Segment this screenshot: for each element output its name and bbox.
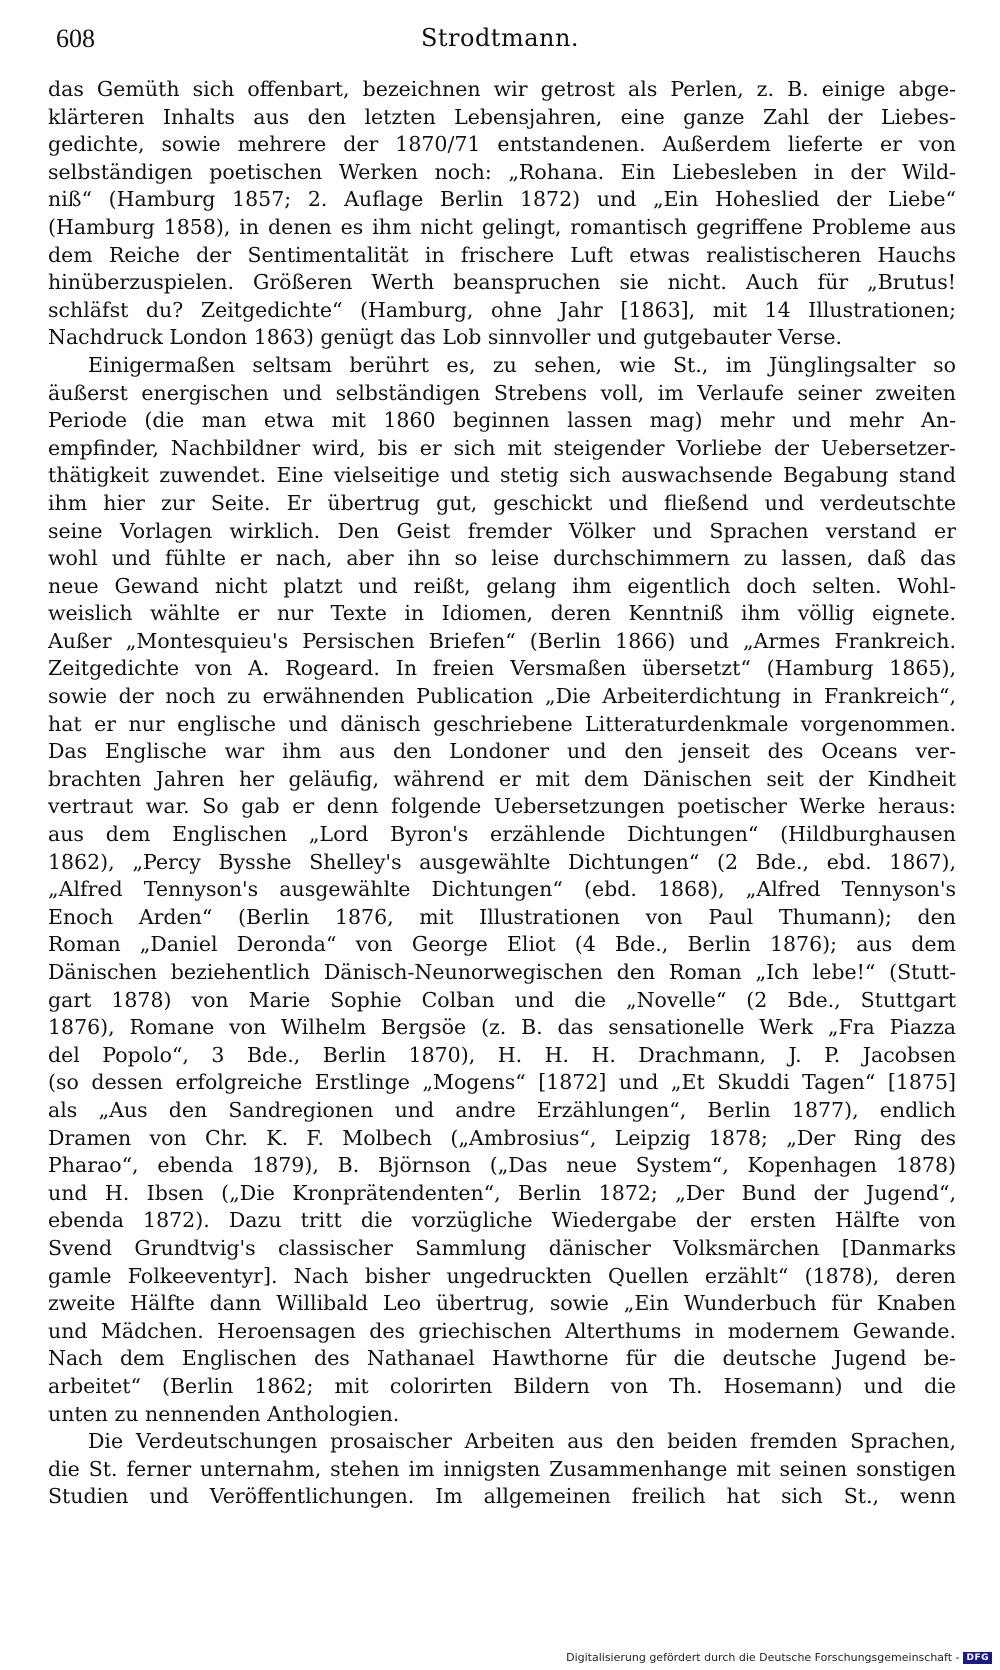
text-line: Dänischen beziehentlich Dänisch-Neunorwegischen den Roman „Ich lebe!“ (Stutt- [48,960,956,984]
text-line: äußerst energischen und selbständigen Strebens voll, im Verlaufe seiner zweiten [48,380,956,405]
text-line: Periode (die man etwa mit 1860 beginnen lassen mag) mehr und mehr An- [48,408,956,433]
text-line: brachten Jahren her geläufig, während er mit dem Dänischen seit der Kindheit [48,766,956,791]
text-line: zweite Hälfte dann Willibald Leo übertrug, sowie „Ein Wunderbuch für Knaben [48,1291,956,1316]
text-line: Dramen von Chr. K. F. Molbech („Ambrosius“, Leipzig 1878; „Der Ring des [48,1125,956,1150]
text-body [48,76,956,1511]
text-line: Die Verdeutschungen prosaischer Arbeiten aus den beiden fremden Sprachen, [88,1429,956,1454]
text-line: Einigermaßen seltsam berührt es, zu sehen, wie St., im Jünglingsalter so [88,352,956,377]
text-line: aus dem Englischen „Lord Byron's erzählende Dichtungen“ (Hildburghausen [48,822,956,847]
dfg-logo: DFG [963,1652,992,1664]
text-line: hinüberzuspielen. Größeren Werth beanspruchen sie nicht. Auch für „Brutus! [48,270,956,295]
text-line: Pharao“, ebenda 1879), B. Björnson („Das neue System“, Kopenhagen 1878) [48,1153,956,1178]
text-line: thätigkeit zuwendet. Eine vielseitige und stetig sich auswachsende Begabung stand [48,463,956,488]
text-line: Außer „Montesquieu's Persischen Briefen“ (Berlin 1866) und „Armes Frankreich. [48,628,956,653]
text-line: dem Reiche der Sentimentalität in frischere Luft etwas realistischeren Hauchs [48,242,956,267]
text-line: die St. ferner unternahm, stehen im innigsten Zusammenhange mit seinen sonstigen [48,1456,956,1481]
text-line: (so dessen erfolgreiche Erstlinge „Mogens“ [1872] und „Et Skuddi Tagen“ [1875] [48,1070,956,1095]
text-line: weislich wählte er nur Texte in Idiomen, deren Kenntniß ihm völlig eignete. [48,601,956,626]
text-line: Nachdruck London 1863) genügt das Lob sinnvoller und gutgebauter Verse. [48,325,843,350]
text-line: empfinder, Nachbildner wird, bis er sich mit steigender Vorliebe der Uebersetzer- [48,435,956,460]
text-line: sowie der noch zu erwähnenden Publication „Die Arbeiterdichtung in Frankreich“, [48,684,956,709]
digitization-footer [566,1651,992,1664]
text-line: Svend Grundtvig's classischer Sammlung dänischer Volksmärchen [Danmarks [48,1235,956,1260]
text-line: seine Vorlagen wirklich. Den Geist fremder Völker und Sprachen verstand er [48,518,956,543]
text-line: gedichte, sowie mehrere der 1870/71 entstandenen. Außerdem lieferte er von [48,132,956,157]
text-line: schläfst du? Zeitgedichte“ (Hamburg, ohne Jahr [1863], mit 14 Illustrationen; [48,297,956,322]
text-line: und H. Ibsen („Die Kronprätendenten“, Berlin 1872; „Der Bund der Jugend“, [48,1180,956,1205]
text-line: 1876), Romane von Wilhelm Bergsöe (z. B. das sensationelle Werk „Fra Piazza [48,1015,956,1040]
text-line: „Alfred Tennyson's ausgewählte Dichtungen“ (ebd. 1868), „Alfred Tennyson's [48,877,956,902]
text-line: 1862), „Percy Bysshe Shelley's ausgewählte Dichtungen“ (2 Bde., ebd. 1867), [48,849,956,874]
text-line: Nach dem Englischen des Nathanael Hawthorne für die deutsche Jugend be- [48,1346,956,1371]
text-line: Das Englische war ihm aus den Londoner und den jenseit des Oceans ver- [48,739,956,764]
text-line: del Popolo“, 3 Bde., Berlin 1870), H. H. H. Drachmann, J. P. Jacobsen [48,1042,956,1067]
text-line: als „Aus den Sandregionen und andre Erzählungen“, Berlin 1877), endlich [48,1097,956,1122]
text-line: selbständigen poetischen Werken noch: „Rohana. Ein Liebesleben in der Wild- [48,159,956,184]
text-line: hat er nur englische und dänisch geschriebene Litteraturdenkmale vorgenommen. [48,711,956,736]
text-line: ebenda 1872). Dazu tritt die vorzügliche Wiedergabe der ersten Hälfte von [48,1208,956,1233]
text-line: das Gemüth sich offenbart, bezeichnen wir getrost als Perlen, z. B. einige abge- [48,77,956,101]
text-line: klärteren Inhalts aus den letzten Lebensjahren, eine ganze Zahl der Liebes- [48,104,956,129]
text-line: Enoch Arden“ (Berlin 1876, mit Illustrationen von Paul Thumann); den [48,904,956,929]
text-line: ihm hier zur Seite. Er übertrug gut, geschickt und fließend und verdeutschte [48,490,956,515]
text-line: gamle Folkeeventyr]. Nach bisher ungedruckten Quellen erzählt“ (1878), deren [48,1263,956,1288]
text-line: Roman „Daniel Deronda“ von George Eliot (4 Bde., Berlin 1876); aus dem [48,932,956,957]
text-line: und Mädchen. Heroensagen des griechischen Alterthums in modernem Gewande. [48,1318,956,1343]
text-line: arbeitet“ (Berlin 1862; mit colorirten Bildern von Th. Hosemann) und die [48,1373,956,1398]
text-line: neue Gewand nicht platzt und reißt, gelang ihm eigentlich doch selten. Wohl- [48,573,956,598]
text-line: gart 1878) von Marie Sophie Colban und die „Novelle“ (2 Bde., Stuttgart [48,987,956,1012]
running-head: Strodtmann. [420,24,580,52]
text-line: Zeitgedichte von A. Rogeard. In freien Versmaßen übersetzt“ (Hamburg 1865), [48,656,956,681]
page-header [50,18,950,58]
page-number: 608 [56,24,95,53]
text-line: (Hamburg 1858), in denen es ihm nicht gelingt, romantisch gegriffene Probleme aus [48,214,956,239]
text-line: wohl und fühlte er nach, aber ihn so leise durchschimmern zu lassen, daß das [48,546,956,571]
text-line: vertraut war. So gab er denn folgende Uebersetzungen poetischer Werke heraus: [48,794,956,819]
footer-credit: Digitalisierung gefördert durch die Deutsche Forschungsgemeinschaft - [566,1651,960,1664]
text-line: niß“ (Hamburg 1857; 2. Auflage Berlin 1872) und „Ein Hoheslied der Liebe“ [48,187,956,212]
text-line: unten zu nennenden Anthologien. [48,1401,400,1426]
text-line: Studien und Veröffentlichungen. Im allgemeinen freilich hat sich St., wenn [48,1484,956,1509]
